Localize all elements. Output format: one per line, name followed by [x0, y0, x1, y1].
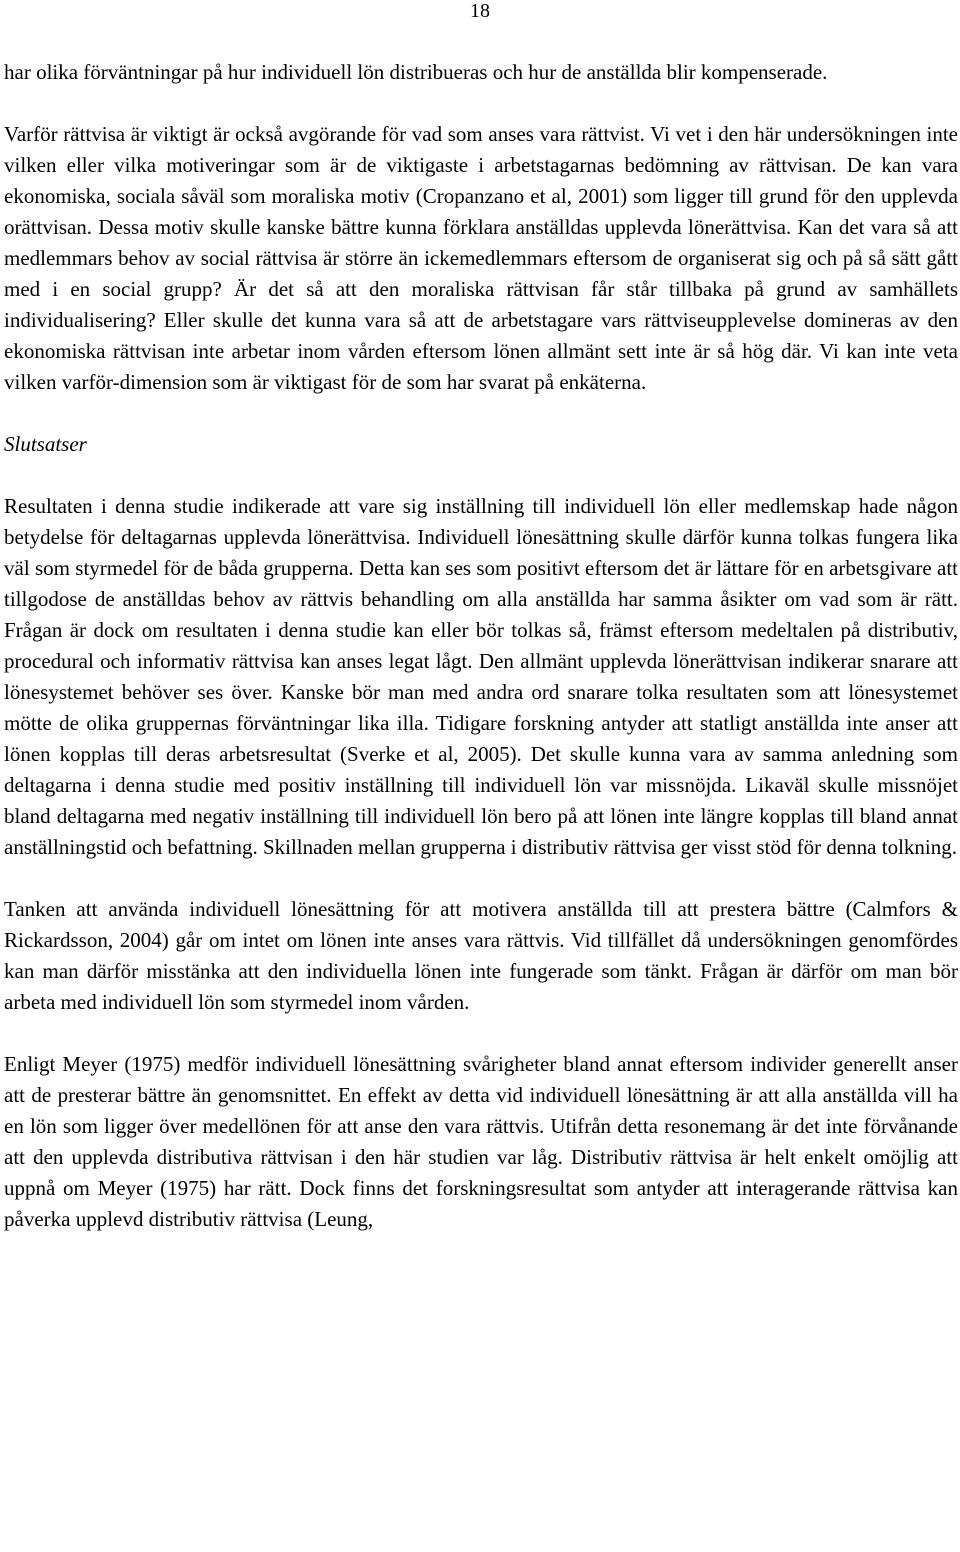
section-heading: Slutsatser [4, 432, 87, 456]
paragraph-3: Resultaten i denna studie indikerade att vare sig inställning till individuell lön eller medlemskap hade någon betydelse för deltagarnas upplevda lönerättvisa. Individuell lönesättning skulle därför kunna tolkas fungera lika väl som styrmedel för de båda grupperna. Detta kan ses som positivt eftersom det är lättare för en arbetsgivare att tillgodose de anställdas behov av rättvis behandling om alla anställda har samma åsikter om vad som är rätt. Frågan är dock om resultaten i denna studie kan eller bör tolkas så, främst eftersom medeltalen på distributiv, procedural och informativ rättvisa kan anses legat lågt. Den allmänt upplevda lönerättvisan indikerar snarare att lönesystemet behöver ses över. Kanske bör man med andra ord snarare tolka resultaten som att lönesystemet mötte de olika gruppernas förväntningar lika illa. Tidigare forskning antyder att statligt anställda inte anser att lönen kopplas till deras arbetsresultat (Sverke et al, 2005). Det skulle kunna vara av samma anledning som deltagarna i denna studie med positiv inställning till individuell lön var missnöjda. Likaväl skulle missnöjet bland deltagarna med negativ inställning till individuell lön bero på att lönen inte längre kopplas till bland annat anställningstid och befattning. Skillnaden mellan grupperna i distributiv rättvisa ger visst stöd för denna tolkning. [4, 494, 958, 859]
page-number: 18 [470, 0, 490, 22]
paragraph-4: Tanken att använda individuell lönesättning för att motivera anställda till att prestera bättre (Calmfors & Rickardsson, 2004) går om intet om lönen inte anses vara rättvis. Vid tillfället då undersökningen genomfördes kan man därför misstänka att den individuella lönen inte fungerade som tänkt. Frågan är därför om man bör arbeta med individuell lön som styrmedel inom vården. [4, 897, 958, 1014]
paragraph-2: Varför rättvisa är viktigt är också avgörande för vad som anses vara rättvist. Vi vet i den här undersökningen inte vilken eller vilka motiveringar som är de viktigaste i arbetstagarnas bedömning av rättvisan. De kan vara ekonomiska, sociala såväl som moraliska motiv (Cropanzano et al, 2001) som ligger till grund för den upplevda orättvisan. Dessa motiv skulle kanske bättre kunna förklara anställdas upplevda lönerättvisa. Kan det vara så att medlemmars behov av social rättvisa är större än ickemedlemmars eftersom de organiserat sig och på så sätt gått med i en social grupp? Är det så att den moraliska rättvisan får står tillbaka på grund av samhällets individualisering? Eller skulle det kunna vara så att de arbetstagare vars rättviseupplevelse domineras av den ekonomiska rättvisan inte arbetar inom vården eftersom lönen allmänt sett inte är så hög där. Vi kan inte veta vilken varför-dimension som är viktigast för de som har svarat på enkäterna. [4, 122, 958, 394]
paragraph-1: har olika förväntningar på hur individuell lön distribueras och hur de anställda blir kompenserade. [4, 60, 828, 84]
document-body [4, 57, 958, 1235]
paragraph-5: Enligt Meyer (1975) medför individuell lönesättning svårigheter bland annat eftersom individer generellt anser att de presterar bättre än genomsnittet. En effekt av detta vid individuell lönesättning är att alla anställda vill ha en lön som ligger över medellönen för att anse den vara rättvis. Utifrån detta resonemang är det inte förvånande att den upplevda distributiva rättvisan i den här studien var låg. Distributiv rättvisa är helt enkelt omöjlig att uppnå om Meyer (1975) har rätt. Dock finns det forskningsresultat som antyder att interagerande rättvisa kan påverka upplevd distributiv rättvisa (Leung, [4, 1052, 958, 1231]
